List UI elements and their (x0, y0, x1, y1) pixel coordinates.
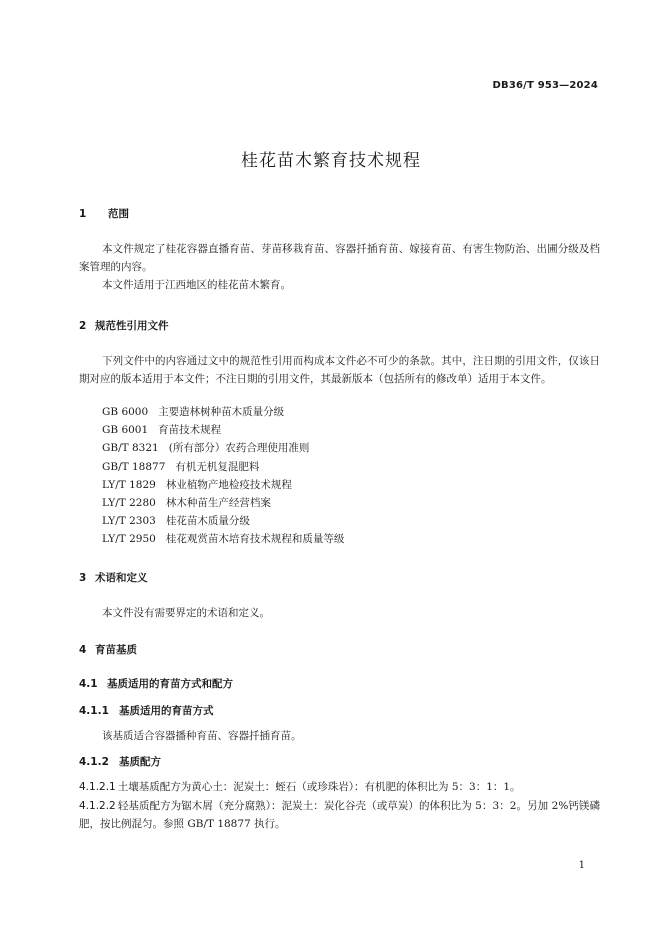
subsection-title: 基质配方 (119, 756, 161, 768)
subsection-4-1-heading (79, 676, 233, 691)
section-number: 3 (79, 572, 87, 584)
clause-text: 土壤基质配方为黄心土：泥炭土：蛭石（或珍珠岩）：有机肥的体积比为 5：3：1：1。 (117, 781, 521, 793)
section-title: 规范性引用文件 (95, 320, 169, 332)
reference-code: LY/T 2303 (102, 515, 156, 528)
reference-item (102, 530, 344, 548)
reference-item (102, 512, 344, 530)
section-3-heading (79, 570, 148, 585)
subsection-number: 4.1.2 (79, 756, 109, 768)
clause-text: 轻基质配方为锯木屑（充分腐熟）：泥炭土：炭化谷壳（或草炭）的体积比为 5：3：2。另加 2%钙镁磷肥，按比例混匀。参照 GB/T 18877 执行。 (79, 800, 600, 830)
reference-item (102, 458, 344, 476)
document-title: 桂花苗木繁育技术规程 (241, 151, 421, 171)
section-1-heading (79, 206, 129, 221)
section-title: 育苗基质 (95, 644, 137, 656)
subsection-number: 4.1.1 (79, 705, 109, 717)
normative-reference-list (102, 403, 344, 549)
reference-code: GB/T 8321 (102, 442, 159, 455)
reference-code: LY/T 1829 (102, 478, 156, 491)
section-1-paragraph-2: 本文件适用于江西地区的桂花苗木繁育。 (102, 279, 291, 291)
reference-code: GB 6000 (102, 406, 149, 418)
clause-4-1-2-1 (79, 778, 600, 796)
reference-name: 林木种苗生产经营档案 (165, 497, 271, 510)
document-code: DB36/T 953—2024 (492, 80, 598, 91)
section-number: 1 (79, 208, 87, 220)
subsection-title: 基质适用的育苗方式和配方 (107, 678, 233, 690)
subsection-4-1-1-heading (79, 703, 214, 718)
section-3-paragraph-1: 本文件没有需要界定的术语和定义。 (102, 607, 270, 619)
reference-item (102, 494, 344, 512)
section-number: 2 (79, 320, 87, 332)
reference-code: GB/T 18877 (102, 460, 166, 473)
reference-item (102, 421, 344, 439)
reference-code: LY/T 2280 (102, 497, 156, 510)
section-title: 术语和定义 (95, 572, 148, 584)
clause-number: 4.1.2.1 (79, 781, 116, 793)
reference-name: 有机无机复混肥料 (175, 460, 260, 473)
reference-item (102, 403, 344, 421)
reference-code: GB 6001 (102, 424, 149, 437)
reference-item (102, 476, 344, 494)
reference-name: 育苗技术规程 (158, 424, 222, 437)
section-title: 范围 (108, 208, 129, 220)
reference-code: LY/T 2950 (102, 533, 156, 546)
reference-name: 桂花观赏苗木培育技术规程和质量等级 (165, 533, 345, 546)
section-number: 4 (79, 644, 87, 656)
reference-name: 林业植物产地检疫技术规程 (165, 478, 292, 491)
section-1-paragraph-1: 本文件规定了桂花容器直播育苗、芽苗移栽育苗、容器扦插育苗、嫁接育苗、有害生物防治、出圃分级及档案管理的内容。 (79, 243, 600, 273)
subsection-number: 4.1 (79, 678, 98, 690)
reference-item (102, 439, 344, 457)
reference-name: 主要造林树种苗木质量分级 (158, 406, 285, 418)
clause-4-1-2-2 (79, 797, 600, 833)
clause-number: 4.1.2.2 (79, 800, 116, 812)
reference-name: (所有部分）农药合理使用准则 (168, 442, 310, 455)
subsection-4-1-1-paragraph: 该基质适合容器播种育苗、容器扦插育苗。 (102, 730, 302, 742)
subsection-4-1-2-heading (79, 754, 161, 769)
reference-name: 桂花苗木质量分级 (165, 515, 250, 528)
subsection-title: 基质适用的育苗方式 (119, 705, 214, 717)
section-4-heading (79, 642, 137, 657)
section-2-paragraph-1: 下列文件中的内容通过文中的规范性引用而构成本文件必不可少的条款。其中，注日期的引用文件，仅该日期对应的版本适用于本文件；不注日期的引用文件，其最新版本（包括所有的修改单）适用于本文件。 (79, 355, 600, 385)
section-2-heading (79, 318, 169, 333)
page-number: 1 (578, 860, 585, 871)
